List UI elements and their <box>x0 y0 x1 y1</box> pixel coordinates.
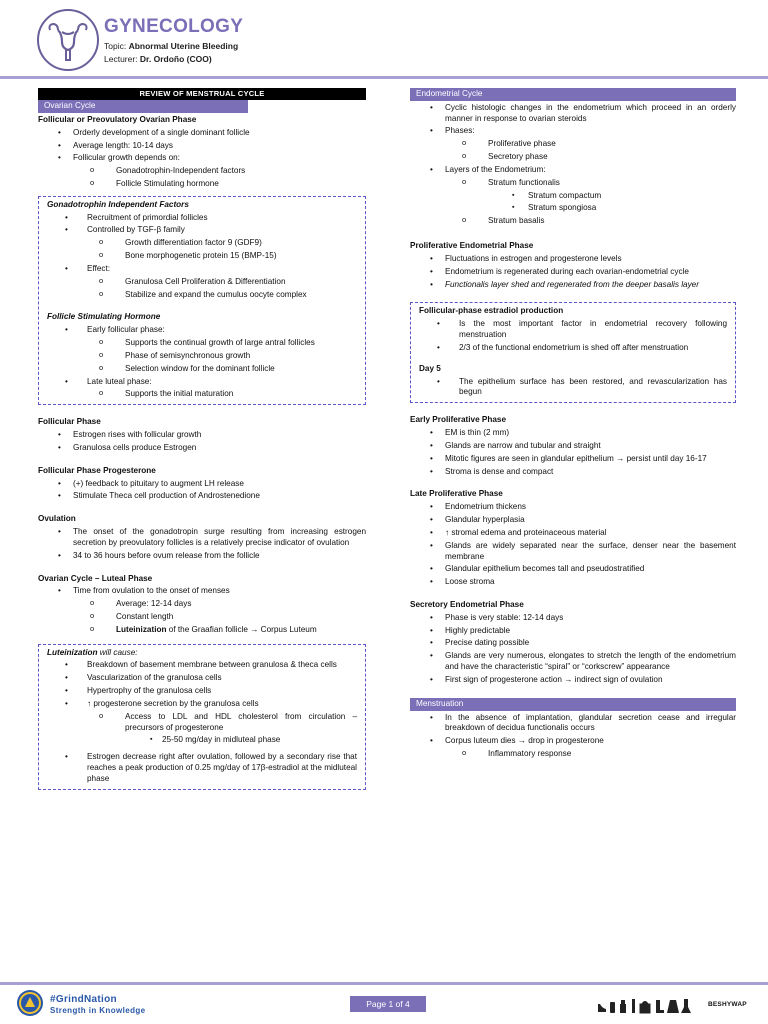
fpp-list <box>38 479 366 503</box>
footer-divider <box>0 982 768 985</box>
sub-item: o Constant length <box>38 612 366 623</box>
luteinization-heading-rest: will cause: <box>97 647 138 657</box>
page-title: GYNECOLOGY <box>104 16 244 37</box>
gif-effect-sublist <box>47 277 357 301</box>
lecturer-label: Lecturer: <box>104 54 138 64</box>
list-item: • Phase is very stable: 12-14 days <box>410 613 736 624</box>
list-item: • Mitotic figures are seen in glandular epithelium → persist until day 16-17 <box>410 454 736 465</box>
page-header <box>0 0 768 80</box>
sub-item: o Inflammatory response <box>410 749 736 760</box>
subsub-item: ▪ Stratum compactum <box>410 191 736 202</box>
section-banner: REVIEW OF MENSTRUAL CYCLE <box>38 88 366 100</box>
list-item: • Estrogen decrease right after ovulation, followed by a secondary rise that reaches a peak production of 0.25 mg/day of 17β-estradiol at the midluteal phase <box>47 752 357 784</box>
day5-heading: Day 5 <box>419 363 441 373</box>
list-item: • Orderly development of a single dominant follicle <box>38 128 366 139</box>
sub-item <box>38 625 366 636</box>
left-column <box>38 88 366 790</box>
follicular-heading: Follicular or Preovulatory Ovarian Phase <box>38 114 197 124</box>
follicular-sublist <box>38 166 366 190</box>
luteinization-heading <box>47 648 357 659</box>
estradiol-box <box>410 302 736 403</box>
sub-item-text: of the Graafian follicle → Corpus Luteum <box>166 624 317 634</box>
luteal-heading: Ovarian Cycle – Luteal Phase <box>38 573 153 583</box>
footer-brand: #GrindNation <box>50 994 117 1005</box>
footer-tagline: Strength in Knowledge <box>50 1006 146 1015</box>
endometrial-cycle-bar: Endometrial Cycle <box>410 88 736 101</box>
ovarian-cycle-bar: Ovarian Cycle <box>38 100 248 113</box>
fsh-heading: Follicle Stimulating Hormone <box>47 312 161 322</box>
ovulation-heading: Ovulation <box>38 514 76 524</box>
ec-list <box>410 103 736 137</box>
sub-item: o Average: 12-14 days <box>38 599 366 610</box>
heels-icon <box>598 1004 606 1012</box>
list-item: • Functionalis layer shed and regenerated from the deeper basalis layer <box>410 280 736 291</box>
list-item: • Time from ovulation to the onset of menses <box>38 586 366 597</box>
lecturer-line <box>104 54 212 65</box>
subsub-item: ▪ 25-50 mg/day in midluteal phase <box>47 735 357 746</box>
list-item: • Glands are widely separated near the surface, denser near the basement membrane <box>410 541 736 563</box>
fsh-early-sublist <box>47 338 357 374</box>
figure-icon <box>620 1000 626 1013</box>
ec-phases-sublist <box>410 139 736 163</box>
list-item: • The onset of the gonadotropin surge resulting from increasing estrogen secretion by preovulatory follicles is a relatively precise indicator of ovulation <box>38 527 366 549</box>
sub-item: o Gonadotrophin-Independent factors <box>38 166 366 177</box>
epp-heading: Early Proliferative Phase <box>410 415 507 425</box>
list-item: • Cyclic histologic changes in the endometrium which proceed in an orderly manner in response to ovarian steroids <box>410 103 736 125</box>
group-icons <box>596 996 706 1016</box>
list-item-text: Follicular growth depends on: <box>73 153 180 163</box>
list-item: • Corpus luteum dies → drop in progesterone <box>410 736 736 747</box>
list-item: • Breakdown of basement membrane between granulosa & theca cells <box>47 660 357 671</box>
gif-heading: Gonadotrophin Independent Factors <box>47 199 189 209</box>
topic-value: Abnormal Uterine Bleeding <box>128 41 239 51</box>
luteinization-last-list <box>47 752 357 784</box>
follicular-phase-heading: Follicular Phase <box>38 417 101 427</box>
sub-item: o Selection window for the dominant follicle <box>47 364 357 375</box>
luteinization-box <box>38 644 366 790</box>
list-item: • Effect: <box>47 264 357 275</box>
lecturer-value: Dr. Ordoño (COO) <box>139 54 212 64</box>
list-item: • Endometrium thickens <box>410 502 736 513</box>
luteinization-sublist <box>47 712 357 734</box>
fsh-late-list <box>47 377 357 388</box>
list-item: • In the absence of implantation, glandular secretion cease and irregular breakdown of decidua functionalis occurs <box>410 713 736 735</box>
ec-layers-subsublist <box>410 191 736 215</box>
luteinization-subsublist <box>47 735 357 746</box>
day5-list <box>419 377 727 399</box>
list-item: • Phases: <box>410 126 736 137</box>
list-item: • Controlled by TGF-β family <box>47 225 357 236</box>
group-name: BESHYWAP <box>708 1001 747 1008</box>
header-divider <box>0 76 768 79</box>
ec-layers-sublist-2 <box>410 216 736 227</box>
fpe-list <box>419 319 727 353</box>
list-item: • ↑ stromal edema and proteinaceous material <box>410 528 736 539</box>
list-item: • Granulosa cells produce Estrogen <box>38 443 366 454</box>
luteinization-list <box>47 660 357 709</box>
page-number-badge: Page 1 of 4 <box>350 996 426 1012</box>
list-item: • Estrogen rises with follicular growth <box>38 430 366 441</box>
list-item: • Early follicular phase: <box>47 325 357 336</box>
ovulation-list <box>38 527 366 561</box>
bag-icon <box>640 1002 650 1014</box>
subsub-item: ▪ Stratum spongiosa <box>410 203 736 214</box>
boots-icon <box>656 1000 664 1013</box>
follicular-phase-list <box>38 430 366 454</box>
list-item: • (+) feedback to pituitary to augment LH release <box>38 479 366 490</box>
epp-list <box>410 428 736 477</box>
sub-item: o Bone morphogenetic protein 15 (BMP-15) <box>47 251 357 262</box>
list-item: • Stimulate Theca cell production of Androstenedione <box>38 491 366 502</box>
ec-layers-list <box>410 165 736 176</box>
sub-item: o Growth differentiation factor 9 (GDF9) <box>47 238 357 249</box>
right-column <box>410 88 736 760</box>
gif-list <box>47 213 357 237</box>
list-item: • 34 to 36 hours before ovum release from the follicle <box>38 551 366 562</box>
bottle-icon <box>610 1002 615 1013</box>
uterus-logo-icon <box>36 8 100 72</box>
sub-item: o Phase of semisynchronous growth <box>47 351 357 362</box>
list-item: • ↑ progesterone secretion by the granulosa cells <box>47 699 357 710</box>
sep-heading: Secretory Endometrial Phase <box>410 599 524 609</box>
luteinization-heading-term: Luteinization <box>47 647 98 657</box>
lpp-list <box>410 502 736 588</box>
list-item: • 2/3 of the functional endometrium is shed off after menstruation <box>419 343 727 354</box>
list-item: • Is the most important factor in endometrial recovery following menstruation <box>419 319 727 341</box>
sub-item: o Stratum basalis <box>410 216 736 227</box>
list-item: • Highly predictable <box>410 626 736 637</box>
gif-effect-list <box>47 264 357 275</box>
list-item: • EM is thin (2 mm) <box>410 428 736 439</box>
luteal-list <box>38 586 366 597</box>
pep-heading: Proliferative Endometrial Phase <box>410 241 534 251</box>
lpp-heading: Late Proliferative Phase <box>410 489 503 499</box>
gonadotrophin-box <box>38 196 366 405</box>
ec-layers-sublist <box>410 178 736 189</box>
grindnation-logo-icon <box>16 989 44 1017</box>
list-item: • Loose stroma <box>410 577 736 588</box>
list-item: • Glandular hyperplasia <box>410 515 736 526</box>
sub-item: o Follicle Stimulating hormone <box>38 179 366 190</box>
sep-list <box>410 613 736 686</box>
menstruation-list <box>410 713 736 747</box>
fsh-list <box>47 325 357 336</box>
list-item: • Endometrium is regenerated during each ovarian-endometrial cycle <box>410 267 736 278</box>
sub-item: o Secretory phase <box>410 152 736 163</box>
list-item: • Average length: 10-14 days <box>38 141 366 152</box>
list-item: • Precise dating possible <box>410 638 736 649</box>
list-item: • First sign of progesterone action → indirect sign of ovulation <box>410 675 736 686</box>
sub-item: o Supports the initial maturation <box>47 389 357 400</box>
sub-item: o Access to LDL and HDL cholesterol from circulation – precursors of progesterone <box>47 712 357 734</box>
sub-item: o Proliferative phase <box>410 139 736 150</box>
list-item: • Hypertrophy of the granulosa cells <box>47 686 357 697</box>
follicular-list <box>38 128 366 164</box>
menstruation-bar: Menstruation <box>410 698 736 711</box>
brush-icon <box>681 999 691 1013</box>
list-item: • Layers of the Endometrium: <box>410 165 736 176</box>
fpp-heading: Follicular Phase Progesterone <box>38 465 156 475</box>
luteal-sublist <box>38 599 366 635</box>
gif-tgf-sublist <box>47 238 357 262</box>
fpe-heading: Follicular-phase estradiol production <box>419 306 564 316</box>
list-item: • Late luteal phase: <box>47 377 357 388</box>
list-item <box>38 153 366 164</box>
topic-label: Topic: <box>104 41 127 51</box>
topic-line <box>104 41 238 52</box>
list-item: • Glandular epithelium becomes tall and pseudostratified <box>410 564 736 575</box>
luteinization-term: Luteinization <box>116 624 167 634</box>
menstruation-sublist <box>410 749 736 760</box>
list-item: • Vascularization of the granulosa cells <box>47 673 357 684</box>
dress-icon <box>667 1000 679 1013</box>
list-item: • Fluctuations in estrogen and progesterone levels <box>410 254 736 265</box>
sub-item: o Stabilize and expand the cumulus oocyte complex <box>47 290 357 301</box>
pep-list <box>410 254 736 290</box>
sub-item: o Stratum functionalis <box>410 178 736 189</box>
list-item: • Recruitment of primordial follicles <box>47 213 357 224</box>
sub-item: o Granulosa Cell Proliferation & Differentiation <box>47 277 357 288</box>
list-item: • Stroma is dense and compact <box>410 467 736 478</box>
list-item: • The epithelium surface has been restored, and revascularization has begun <box>419 377 727 399</box>
list-item: • Glands are narrow and tubular and straight <box>410 441 736 452</box>
list-item: • Glands are very numerous, elongates to stretch the length of the endometrium and have the characteristic “spiral” or “corkscrew” appearance <box>410 651 736 673</box>
fsh-late-sublist <box>47 389 357 400</box>
lipstick-icon <box>632 999 635 1013</box>
sub-item: o Supports the continual growth of large antral follicles <box>47 338 357 349</box>
